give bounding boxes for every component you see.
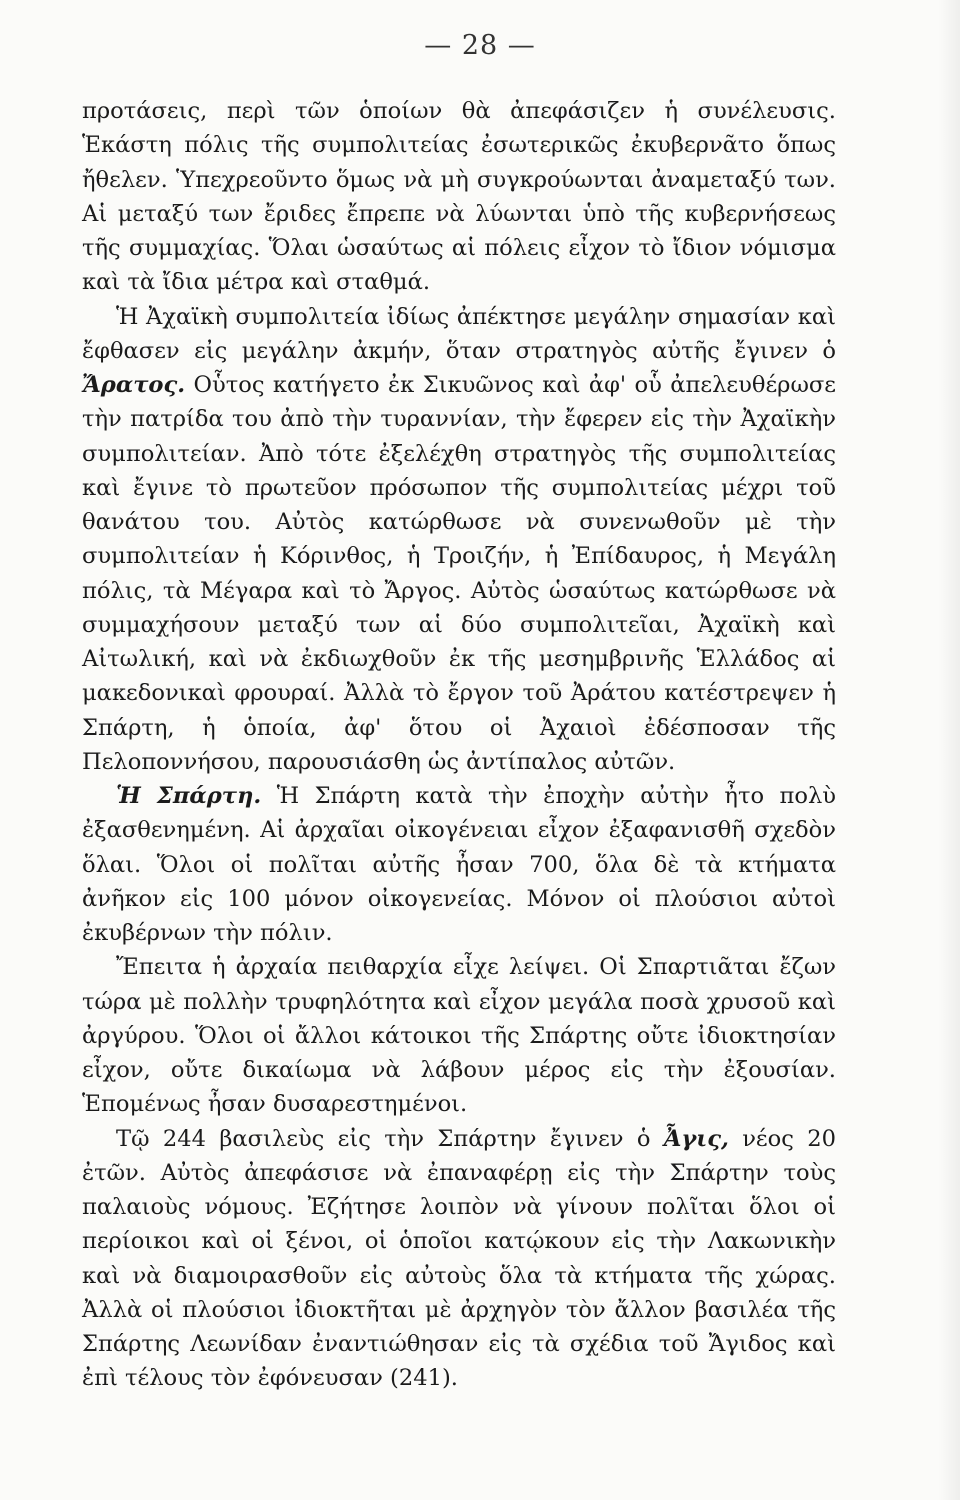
paragraph-text: Ἡ Σπάρτη κατὰ τὴν ἐποχὴν αὐτὴν ἦτο πολὺ ἐξασθενημένη. Αἱ ἀρχαῖαι οἰκογένειαι εἶχον ἐξαφανισθῆ σχεδὸν ὅλαι. Ὅλοι οἱ πολῖται αὐτῆς ἦσαν 700, ὅλα δὲ τὰ κτήματα ἀνῆκον εἰς 100 μόνον οἰκογενείας. Μόνον οἱ πλούσιοι αὐτοὶ ἐκυβέρνων τὴν πόλιν. (82, 783, 837, 946)
paragraph-sparta (82, 779, 836, 950)
paragraph-text: Τῷ 244 βασιλεὺς εἰς τὴν Σπάρτην ἔγινεν ὁ (116, 1125, 664, 1152)
emphasis-name-aratus: Ἄρατος. (82, 372, 186, 398)
page-body (82, 94, 836, 1396)
paragraph-agis (82, 1122, 836, 1396)
page-number: — 28 — (424, 30, 536, 61)
paragraph-text: Ἡ Ἀχαϊκὴ συμπολιτεία ἰδίως ἀπέκτησε μεγάλην σημασίαν καὶ ἔφθασεν εἰς μεγάλην ἀκμήν, ὅταν στρατηγὸς αὐτῆς ἔγινεν ὁ (82, 303, 836, 364)
paragraph-confederation-rules: προτάσεις, περὶ τῶν ὁποίων θὰ ἀπεφάσιζεν ἡ συνέλευσις. Ἑκάστη πόλις τῆς συμπολιτείας ἐσωτερικῶς ἐκυβερνᾶτο ὅπως ἤθελεν. Ὑπεχρεοῦντο ὅμως νὰ μὴ συγκρούωνται ἀναμεταξύ των. Αἱ μεταξύ των ἔριδες ἔπρεπε νὰ λύωνται ὑπὸ τῆς κυβερνήσεως τῆς συμμαχίας. Ὅλαι ὡσαύτως αἱ πόλεις εἶχον τὸ ἴδιον νόμισμα καὶ τὰ ἴδια μέτρα καὶ σταθμά. (82, 98, 836, 296)
page-edge-shadow (938, 0, 960, 1500)
paragraph-text: Οὗτος κατήγετο ἐκ Σικυῶνος καὶ ἀφ' οὗ ἀπελευθέρωσε τὴν πατρίδα του ἀπὸ τὴν τυραννίαν, τὴν ἔφερεν εἰς τὴν Ἀχαϊκὴν συμπολιτείαν. Ἀπὸ τότε ἐξελέχθη στρατηγὸς τῆς συμπολιτείας καὶ ἔγινε τὸ πρωτεῦον πρόσωπον τῆς συμπολιτείας μέχρι τοῦ θανάτου του. Αὐτὸς κατώρθωσε νὰ συνενωθοῦν μὲ τὴν συμπολιτείαν ἡ Κόρινθος, ἡ Τροιζήν, ἡ Ἐπίδαυρος, ἡ Μεγάλη πόλις, τὰ Μέγαρα καὶ τὸ Ἄργος. Αὐτὸς ὡσαύτως κατώρθωσε νὰ συμμαχήσουν μεταξύ των αἱ δύο συμπολιτεῖαι, Ἀχαϊκὴ καὶ Αἰτωλική, καὶ νὰ ἐκδιωχθοῦν ἐκ τῆς μεσημβρινῆς Ἑλλάδος αἱ μακεδονικαὶ φρουραί. Ἀλλὰ τὸ ἔργον τοῦ Ἀράτου κατέστρεψεν ἡ Σπάρτη, ἡ ὁποία, ἀφ' ὅτου οἱ Ἀχαιοὶ ἐδέσποσαν τῆς Πελοποννήσου, παρουσιάσθη ὡς ἀντίπαλος αὐτῶν. (82, 372, 836, 775)
emphasis-name-agis: Ἆγις, (663, 1125, 729, 1152)
paragraph-aratus (82, 300, 836, 780)
section-heading-sparta: Ἡ Σπάρτη. (116, 783, 262, 809)
paragraph-text: νέος 20 ἐτῶν. Αὐτὸς ἀπεφάσισε νὰ ἐπαναφέρῃ εἰς τὴν Σπάρτην τοὺς παλαιοὺς νόμους. Ἐζήτησε λοιπὸν νὰ γίνουν πολῖται ὅλοι οἱ περίοικοι καὶ οἱ ξένοι, οἱ ὁποῖοι κατῴκουν εἰς τὴν Λακωνικὴν καὶ νὰ διαμοιρασθοῦν εἰς αὐτοὺς ὅλα τὰ κτήματα τῆς χώρας. Ἀλλὰ οἱ πλούσιοι ἰδιοκτῆται μὲ ἀρχηγὸν τὸν ἄλλον βασιλέα τῆς Σπάρτης Λεωνίδαν ἐναντιώθησαν εἰς τὰ σχέδια τοῦ Ἄγιδος καὶ ἐπὶ τέλους τὸν ἐφόνευσαν (241). (82, 1125, 836, 1392)
paragraph-discipline: Ἔπειτα ἡ ἀρχαία πειθαρχία εἶχε λείψει. Οἱ Σπαρτιᾶται ἔζων τώρα μὲ πολλὴν τρυφηλότητα καὶ εἶχον μεγάλα ποσὰ χρυσοῦ καὶ ἀργύρου. Ὅλοι οἱ ἄλλοι κάτοικοι τῆς Σπάρτης οὔτε ἰδιοκτησίαν εἶχον, οὔτε δικαίωμα νὰ λάβουν μέρος εἰς τὴν ἐξουσίαν. Ἑπομένως ἦσαν δυσαρεστημένοι. (82, 954, 836, 1118)
